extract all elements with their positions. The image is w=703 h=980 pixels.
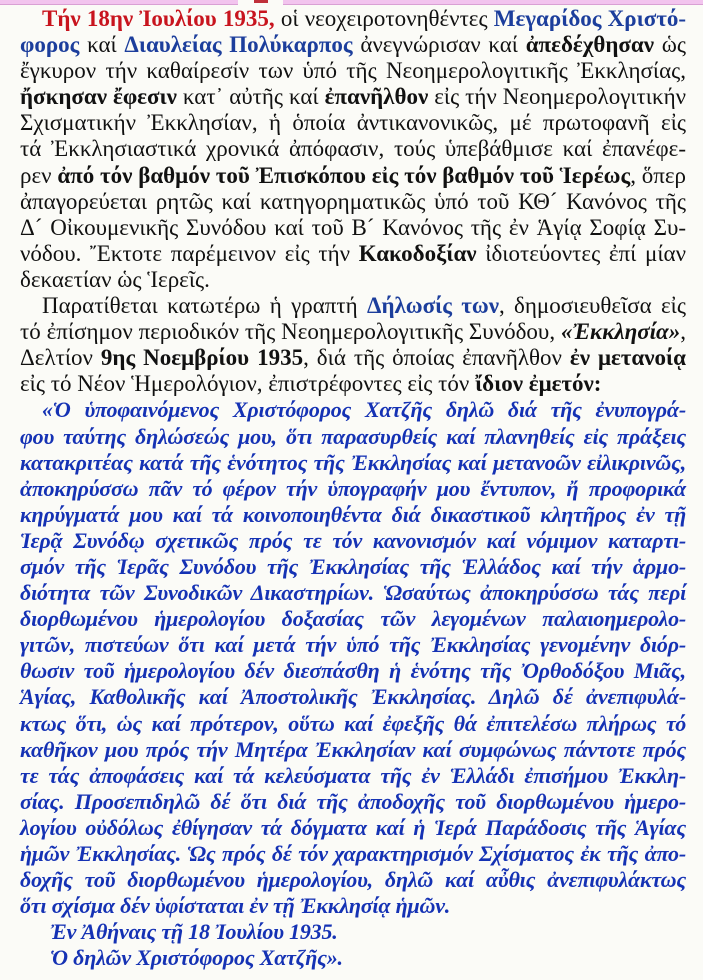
text-run: ἀπαγορεύεται ρητῶς καί κατηγορηματικῶς ὑπό τοῦ ΚΘ´ Κανόνος τῆς	[20, 188, 686, 214]
emphasized-text: σμόν τῆς Ἱερᾶς Συνόδου τῆς Ἐκκλησίας τῆς Ἑλλάδος καί τήν ἁρμο-	[20, 553, 686, 579]
text-run: Δ´ Οἰκουμενικῆς Συνόδου καί τοῦ Β´ Κανόνος τῆς ἐν Ἁγίᾳ Σοφίᾳ Συ-	[20, 214, 686, 240]
text-line	[20, 606, 686, 632]
emphasized-text: γιτῶν, πιστεύων ὅτι καί μετά τήν ὑπό τῆς Ἐκκλησίας γενομένην διόρ-	[20, 632, 686, 658]
emphasized-text: σίας. Προσεπιδηλῶ δέ ὅτι διά τῆς ἀποδοχῆς τοῦ διορθωμένου ἡμερο-	[20, 788, 686, 814]
emphasized-text: κατακριτέας κατά τῆς ἑνότητος τῆς Ἐκκλησίας καί μετανοῶν εἰλικρινῶς,	[20, 449, 686, 475]
text-line	[20, 450, 686, 476]
text-line	[20, 189, 686, 215]
text-line	[20, 58, 686, 84]
top-decorative-mark	[254, 0, 268, 3]
text-line	[20, 6, 686, 32]
emphasized-text: τε τάς ἀποφάσεις καί τά κελεύσματα τῆς ἐν Ἑλλάδι ἐπισήμου Ἐκκλη-	[20, 762, 686, 788]
text-line	[20, 163, 686, 189]
text-line	[20, 893, 686, 919]
emphasized-text: ὅτι σχίσμα δέν ὑφίσταται ἐν τῇ Ἐκκλησίᾳ ἡμῶν.	[20, 893, 451, 919]
text-line	[20, 789, 686, 815]
emphasized-text: καθῆκον μου πρός τήν Μητέρα Ἐκκλησίαν καί συμφώνως πάντοτε πρός	[20, 736, 686, 762]
emphasized-text: Ἐν Ἀθήναις τῇ 18 Ἰουλίου 1935.	[50, 919, 338, 945]
emphasized-text: φορος	[20, 32, 80, 58]
emphasized-text: κτως ὅτι, ὡς καί πρότερον, οὕτω καί ἐφεξῆς θά ἐπιτελέσω πλήρως τό	[20, 710, 686, 736]
text-line	[20, 84, 686, 110]
emphasized-text: ἡμῶν Ἐκκλησίας. Ὡς πρός δέ τόν χαρακτηρισμόν Σχίσματος ἐκ τῆς ἀπο-	[20, 841, 686, 866]
text-run: ,	[680, 319, 686, 345]
emphasized-text: ἀποκηρύσσω πᾶν τό φέρον τήν ὑπογραφήν μου ἔντυπον, ἤ προφορικά	[20, 475, 686, 501]
text-run: Παρατίθεται κατωτέρω ἡ γραπτή	[42, 293, 368, 319]
text-run: ἀνεγνώρισαν καί	[352, 32, 526, 58]
text-line	[20, 345, 686, 371]
text-run: , διά τῆς ὁποίας ἐπανῆλθον	[303, 345, 570, 371]
text-run: ρεν	[20, 162, 58, 188]
emphasized-text: διότητα τῶν Συνοδικῶν Δικαστηρίων. Ὡσαύτως ἀποκηρύσσω τάς περί	[20, 580, 686, 606]
top-decorative-bar-right	[283, 0, 703, 5]
text-line	[20, 658, 686, 684]
emphasized-text: ἤσκησαν ἔφεσιν	[20, 84, 177, 110]
top-decorative-bar-left	[0, 0, 238, 5]
text-run: τά Ἐκκλησιαστικά χρονικά ἀπόφασιν, τούς ὑπεβάθμισε καί ἐπανέφε-	[20, 136, 686, 162]
text-run: καί	[79, 32, 125, 58]
text-run: οἱ νεοχειροτονηθέντες	[274, 6, 494, 31]
intro-paragraph	[20, 6, 686, 293]
text-run: , δημοσιευθεῖσα εἰς	[498, 293, 686, 319]
emphasized-text: ἴδιον ἐμετόν:	[475, 371, 602, 397]
emphasized-text: Διαυλείας Πολύκαρπος	[124, 32, 353, 58]
text-line	[20, 528, 686, 554]
emphasized-text: ἀπό τόν βαθμόν τοῦ Ἐπισκόπου εἰς τόν βαθμόν τοῦ Ἱερέως	[57, 162, 631, 188]
text-run: τό ἐπίσημον περιοδικόν τῆς Νεοημερολογιτικῆς Συνόδου,	[20, 319, 561, 345]
emphasized-text: διορθωμένου ἡμερολογίου δοξασίας τῶν λεγομένων παλαιοημερολο-	[20, 606, 686, 632]
text-run: νόδου. Ἔκτοτε παρέμεινον εἰς τήν	[20, 240, 359, 266]
text-line	[20, 319, 686, 345]
text-line	[20, 632, 686, 658]
text-line	[20, 502, 686, 528]
text-line	[20, 215, 686, 241]
text-line	[20, 945, 686, 971]
text-run: ἔγκυρον τήν καθαίρεσίν των ὑπό τῆς Νεοημερολογιτικῆς Ἐκκλησίας,	[20, 58, 686, 84]
emphasized-text: Μεγαρίδος Χριστό-	[493, 6, 686, 31]
emphasized-text: «Ἐκκλησία»	[560, 319, 681, 345]
text-line	[20, 293, 686, 319]
text-line	[20, 136, 686, 162]
emphasized-text: ἀπεδέχθησαν	[525, 32, 655, 58]
text-line	[20, 815, 686, 841]
text-run: ὡς	[654, 32, 686, 58]
emphasized-text: λογίου οὐδόλως ἐθίγησαν τά δόγματα καί ἡ Ἱερά Παράδοσις τῆς Ἁγίας	[20, 814, 686, 840]
text-run: εἰς τό Νέον Ἡμερολόγιον, ἐπιστρέφοντες εἰς τόν	[20, 371, 476, 397]
text-line	[20, 841, 686, 867]
text-line	[20, 476, 686, 502]
emphasized-text: ἐν μετανοίᾳ	[569, 345, 686, 371]
emphasized-text: Ἱερᾷ Συνόδῳ σχετικῶς πρός τε τόν κανονισμόν καί νόμιμον καταρτι-	[20, 527, 686, 553]
text-run: εἰς τήν Νεοημερολογιτικήν	[428, 84, 686, 110]
emphasized-text: Δήλωσίς των	[367, 293, 499, 319]
declaration-quote	[20, 397, 686, 971]
emphasized-text: Τήν 18ην Ἰουλίου 1935,	[42, 6, 275, 31]
text-line	[20, 397, 686, 423]
document-body	[20, 6, 686, 971]
text-run: ἰδιοτεύοντες ἐπί μίαν	[476, 240, 686, 266]
text-line	[20, 684, 686, 710]
text-line	[20, 110, 686, 136]
text-line	[20, 241, 686, 267]
text-line	[20, 763, 686, 789]
text-line	[20, 371, 686, 397]
text-run: δεκαετίαν ὡς Ἱερεῖς.	[20, 266, 210, 292]
emphasized-text: κηρύγματά μου καί τά κοινοποιηθέντα διά δικαστικοῦ κλητῆρος ἐν τῇ	[20, 501, 686, 527]
text-line	[20, 580, 686, 606]
text-line	[20, 267, 686, 293]
emphasized-text: Ἁγίας, Καθολικῆς καί Ἀποστολικῆς Ἐκκλησίας. Δηλῶ δέ ἀνεπιφυλά-	[20, 684, 686, 710]
emphasized-text: «Ὁ ὑποφαινόμενος Χριστόφορος Χατζῆς δηλῶ διά τῆς ἐνυπογρά-	[42, 397, 686, 423]
text-run: κατ᾽ αὐτῆς καί	[176, 84, 325, 110]
emphasized-text: Ὁ δηλῶν Χριστόφορος Χατζῆς».	[50, 945, 343, 971]
text-run: Δελτίον	[20, 345, 101, 371]
emphasized-text: Κακοδοξίαν	[358, 240, 477, 266]
emphasized-text: φου ταύτης δηλώσεώς μου, ὅτι παρασυρθείς καί πλανηθείς εἰς πράξεις	[20, 423, 686, 449]
text-line	[20, 867, 686, 893]
declaration-intro-paragraph	[20, 293, 686, 397]
text-line	[20, 32, 686, 58]
emphasized-text: ἐπανῆλθον	[324, 84, 429, 110]
text-line	[20, 711, 686, 737]
text-line	[20, 554, 686, 580]
emphasized-text: δοχῆς τοῦ διορθωμένου ἡμερολογίου, δηλῶ καί αὖθις ἀνεπιφυλάκτως	[20, 867, 686, 893]
emphasized-text: 9ης Νοεμβρίου 1935	[100, 345, 304, 371]
text-line	[20, 919, 686, 945]
text-run: , ὅπερ	[630, 162, 686, 188]
emphasized-text: θωσιν τοῦ ἡμερολογίου δέν διεσπάσθη ἡ ἑνότης τῆς Ὀρθοδόξου Μιᾶς,	[20, 658, 686, 684]
text-run: Σχισματικήν Ἐκκλησίαν, ἡ ὁποία ἀντικανονικῶς, μέ πρωτοφανῆ εἰς	[20, 110, 686, 136]
text-line	[20, 424, 686, 450]
text-line	[20, 737, 686, 763]
